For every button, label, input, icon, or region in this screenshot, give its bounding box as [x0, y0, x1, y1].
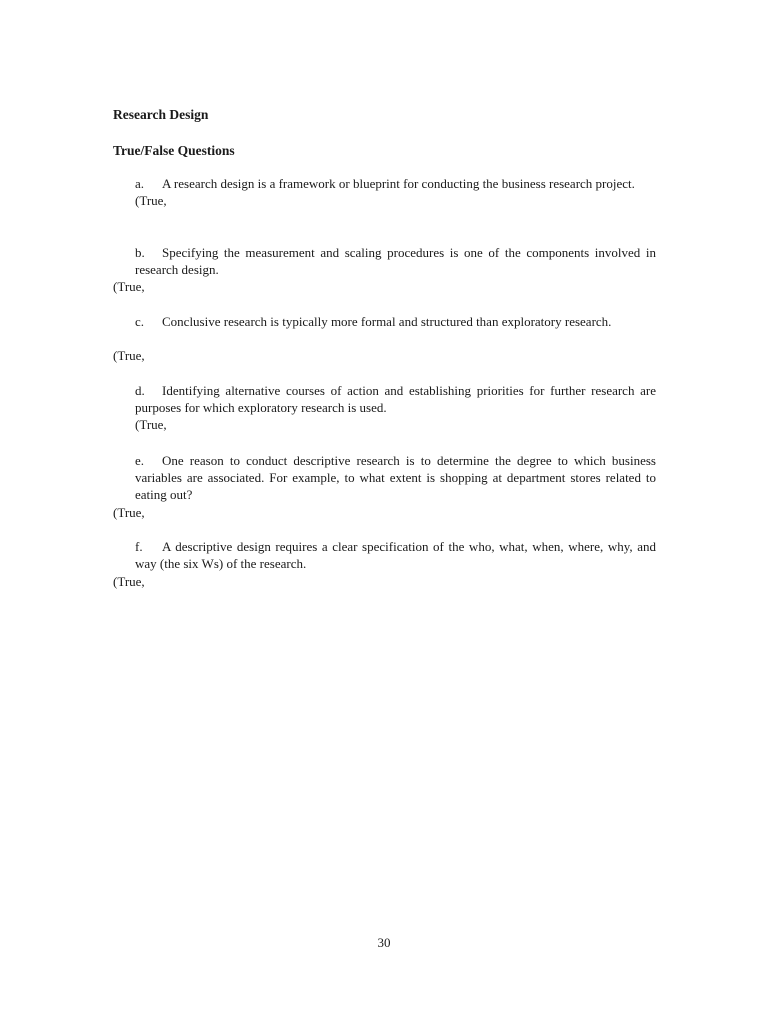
- question-letter: a.: [135, 176, 145, 191]
- question-text: [135, 313, 656, 330]
- question-text: [135, 452, 656, 503]
- question-answer: (True,: [113, 279, 145, 294]
- section-heading: True/False Questions: [113, 143, 235, 158]
- question-f: [135, 538, 656, 572]
- question-answer: (True,: [113, 505, 145, 520]
- question-answer: (True,: [135, 417, 167, 432]
- question-c: [135, 313, 656, 330]
- question-letter: d.: [135, 383, 145, 398]
- question-letter: b.: [135, 245, 145, 260]
- question-answer: (True,: [113, 348, 145, 363]
- question-letter: c.: [135, 314, 145, 329]
- page-title: Research Design: [113, 107, 209, 122]
- question-body: Specifying the measurement and scaling procedures is one of the components involved in research design.: [135, 245, 656, 277]
- question-body: Identifying alternative courses of action and establishing priorities for further research are purposes for which exploratory research is used.: [135, 383, 656, 415]
- question-a: [135, 175, 656, 209]
- question-letter: e.: [135, 453, 145, 468]
- question-text: [135, 538, 656, 572]
- question-text: [135, 244, 656, 278]
- question-b: [135, 244, 656, 278]
- question-d: [135, 382, 656, 433]
- question-text: [135, 382, 656, 416]
- question-answer: (True,: [135, 193, 167, 208]
- question-body: A research design is a framework or blueprint for conducting the business research project.: [162, 176, 635, 191]
- page-number: 30: [377, 935, 391, 950]
- question-body: One reason to conduct descriptive research is to determine the degree to which business variables are associated. For example, to what extent is shopping at department stores related to eating out?: [135, 453, 656, 502]
- question-text: [135, 175, 656, 192]
- question-body: Conclusive research is typically more formal and structured than exploratory research.: [162, 314, 612, 329]
- question-e: [135, 452, 656, 503]
- question-letter: f.: [135, 539, 143, 554]
- question-body: A descriptive design requires a clear specification of the who, what, when, where, why, and way (the six Ws) of the research.: [135, 539, 656, 571]
- question-answer: (True,: [113, 574, 145, 589]
